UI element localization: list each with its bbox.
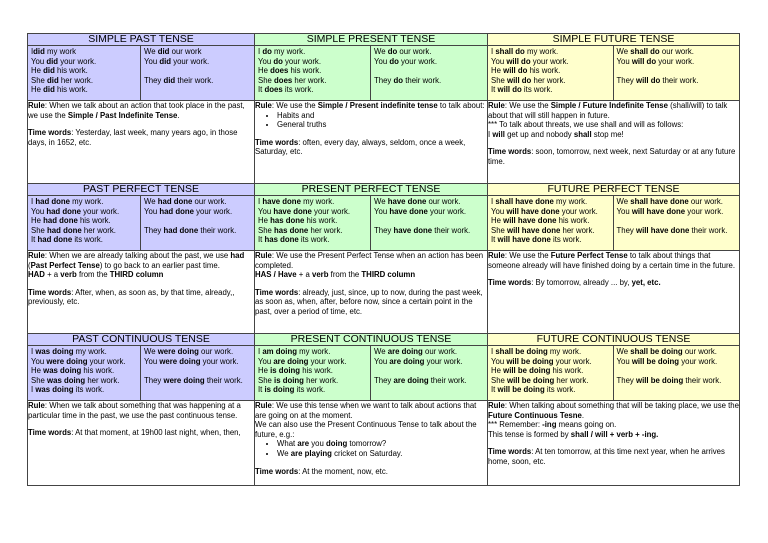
rule-text: Rule: We use the Simple / Future Indefinite Tense (shall/will) to talk about that will still happen in future. xyxy=(488,101,728,120)
time-words: Time words: already, just, since, up to now, during the past week, as soon as, when, after, before now, since a certain point in the past, over a period of time, etc. xyxy=(255,287,483,316)
conjugation-line: You were doing your work. xyxy=(31,356,126,366)
conjugation-line: She did her work. xyxy=(31,75,93,85)
rule-note: We can also use the Present Continuous Tense to talk about the future, e.g.: xyxy=(255,420,477,439)
conjugation-line xyxy=(374,366,484,376)
time-words: Time words: At ten tomorrow, at this time next year, when he arrives home, soon, etc. xyxy=(488,447,725,466)
rule-cell xyxy=(488,401,740,486)
tense-header: FUTURE CONTINUOUS TENSE xyxy=(488,334,740,346)
conjugation-line: We shall be doing our work. xyxy=(616,347,717,356)
conjugation-line: You did your work. xyxy=(144,56,210,66)
conjugation-cell xyxy=(488,196,740,251)
tense-header: SIMPLE FUTURE TENSE xyxy=(488,34,740,46)
conjugation-line: I was doing my work. xyxy=(31,347,107,356)
tense-header: PAST PERFECT TENSE xyxy=(28,184,255,196)
rule-cell xyxy=(255,251,488,334)
singular-forms xyxy=(488,46,614,100)
conjugation-line: Idid my work xyxy=(31,47,77,56)
plural-forms xyxy=(141,346,254,400)
conjugation-cell xyxy=(28,196,255,251)
rule-text: Rule: We use the Future Perfect Tense to talk about things that someone already will have finished doing by a certain time in the future. xyxy=(488,251,736,270)
rule-cell xyxy=(255,101,488,184)
conjugation-line: You do your work. xyxy=(258,56,321,66)
conjugation-columns xyxy=(28,196,254,250)
conjugation-line: You had done your work. xyxy=(144,206,233,216)
conjugation-line xyxy=(617,366,737,376)
conjugation-line: You will have done your work. xyxy=(616,206,724,216)
conjugation-line: He will do his work. xyxy=(491,66,561,76)
conjugation-line: It does its work. xyxy=(258,85,314,95)
conjugation-columns xyxy=(488,46,739,100)
conjugation-line: You had done your work. xyxy=(31,206,120,216)
conjugation-line: I shall have done my work. xyxy=(491,197,588,206)
time-words: Time words: soon, tomorrow, next week, next Saturday or at any future time. xyxy=(488,147,736,166)
conjugation-line: He has done his work. xyxy=(258,216,338,226)
rule-note: HAD + a verb from the THIRD column xyxy=(28,270,164,280)
conjugation-cell xyxy=(28,46,255,101)
rule-text: Rule: We use the Simple / Present indefinite tense to talk about: xyxy=(255,101,485,110)
conjugation-row xyxy=(28,46,740,101)
plural-forms xyxy=(371,46,487,100)
conjugation-line: We do our work. xyxy=(374,47,432,56)
conjugation-line: She will have done her work. xyxy=(491,225,595,235)
conjugation-line: You will be doing your work. xyxy=(616,356,718,366)
conjugation-line: I am doing my work. xyxy=(258,347,331,356)
conjugation-cell xyxy=(255,46,488,101)
conjugation-line: They did their work. xyxy=(144,75,214,85)
conjugation-line xyxy=(617,216,737,226)
singular-forms xyxy=(255,46,371,100)
conjugation-cell xyxy=(488,46,740,101)
plural-forms xyxy=(141,46,254,100)
rule-cell xyxy=(255,401,488,486)
conjugation-line: You will do your work. xyxy=(616,56,695,66)
rule-cell xyxy=(28,401,255,486)
conjugation-line: You did your work. xyxy=(31,56,97,66)
conjugation-line: We shall have done our work. xyxy=(616,197,723,206)
conjugation-line: It has done its work. xyxy=(258,235,330,245)
conjugation-line: It had done its work. xyxy=(31,235,103,245)
conjugation-line: She is doing her work. xyxy=(258,375,339,385)
conjugation-line: They are doing their work. xyxy=(374,375,467,385)
conjugation-line: She has done her work. xyxy=(258,225,343,235)
time-words: Time words: Yesterday, last week, many years ago, in those days, in 1652, etc. xyxy=(28,128,238,147)
rule-text: Rule: When we talk about something that was happening at a particular time in the past, we use the past continuous tense. xyxy=(28,401,241,420)
conjugation-line: I shall do my work. xyxy=(491,47,559,56)
conjugation-line: You do your work. xyxy=(374,56,437,66)
conjugation-line: We shall do our work. xyxy=(616,47,694,56)
conjugation-line: You are doing your work. xyxy=(374,356,463,366)
rule-note: *** Remember: -ing means going on. xyxy=(488,420,617,430)
rule-row xyxy=(28,401,740,486)
conjugation-line: He is doing his work. xyxy=(258,366,333,376)
conjugation-cell xyxy=(255,346,488,401)
rule-bullet: • We are playing cricket on Saturday. xyxy=(277,449,487,459)
time-words: Time words: At the moment, now, etc. xyxy=(255,466,388,476)
time-words: Time words: By tomorrow, already ... by, yet, etc. xyxy=(488,278,661,288)
conjugation-columns xyxy=(488,196,739,250)
conjugation-line: He had done his work. xyxy=(31,216,111,226)
rule-cell xyxy=(488,101,740,184)
conjugation-line: He did his work. xyxy=(31,66,88,76)
tense-header: SIMPLE PRESENT TENSE xyxy=(255,34,488,46)
conjugation-line xyxy=(617,66,737,76)
rule-bullets xyxy=(255,111,487,130)
conjugation-line: We had done our work. xyxy=(144,197,227,206)
conjugation-line: I have done my work. xyxy=(258,197,335,206)
conjugation-line xyxy=(144,366,251,376)
conjugation-cell xyxy=(488,346,740,401)
conjugation-line: He was doing his work. xyxy=(31,366,115,376)
conjugation-line: I had done my work. xyxy=(31,197,104,206)
conjugation-line: He will be doing his work. xyxy=(491,366,584,376)
tense-header: PRESENT PERFECT TENSE xyxy=(255,184,488,196)
conjugation-cell xyxy=(28,346,255,401)
tense-header: PRESENT CONTINUOUS TENSE xyxy=(255,334,488,346)
rule-text: Rule: When we are already talking about the past, we use had (Past Perfect Tense) to go back to an earlier past time. xyxy=(28,251,245,270)
tense-chart-table xyxy=(27,33,740,486)
conjugation-line: She does her work. xyxy=(258,75,327,85)
header-row xyxy=(28,34,740,46)
conjugation-line: They will have done their work. xyxy=(616,225,728,235)
conjugation-line: She will do her work. xyxy=(491,75,566,85)
singular-forms xyxy=(28,346,141,400)
tense-header: FUTURE PERFECT TENSE xyxy=(488,184,740,196)
rule-text: Rule: When talking about something that will be taking place, we use the Future Continuous Tesne. xyxy=(488,401,739,420)
time-words: Time words: At that moment, at 19h00 last night, when, then, xyxy=(28,428,241,438)
conjugation-columns xyxy=(255,196,487,250)
conjugation-line: I shall be doing my work. xyxy=(491,347,582,356)
singular-forms xyxy=(255,196,371,250)
tense-header: PAST CONTINUOUS TENSE xyxy=(28,334,255,346)
singular-forms xyxy=(488,346,614,400)
plural-forms xyxy=(614,46,740,100)
rule-cell xyxy=(28,251,255,334)
conjugation-line: He will have done his work. xyxy=(491,216,590,226)
plural-forms xyxy=(614,196,740,250)
conjugation-line: She will be doing her work. xyxy=(491,375,589,385)
conjugation-line: They had done their work. xyxy=(144,225,237,235)
conjugation-columns xyxy=(255,46,487,100)
conjugation-line: She was doing her work. xyxy=(31,375,120,385)
time-words: Time words: After, when, as soon as, by that time, already,, previously, etc. xyxy=(28,287,235,307)
plural-forms xyxy=(371,196,487,250)
header-row xyxy=(28,184,740,196)
rule-bullet: • Habits and xyxy=(277,111,487,121)
rule-note: HAS / Have + a verb from the THIRD column xyxy=(255,270,416,280)
conjugation-columns xyxy=(488,346,739,400)
conjugation-columns xyxy=(28,346,254,400)
conjugation-line: It will do its work. xyxy=(491,85,553,95)
rule-bullet: • What are you doing tomorrow? xyxy=(277,439,487,449)
rule-note: I will get up and nobody shall stop me! xyxy=(488,129,624,139)
tense-header: SIMPLE PAST TENSE xyxy=(28,34,255,46)
conjugation-line: You were doing your work. xyxy=(144,356,239,366)
conjugation-line: We were doing our work. xyxy=(144,347,234,356)
conjugation-line xyxy=(144,66,251,76)
rule-cell xyxy=(488,251,740,334)
conjugation-line: They have done their work. xyxy=(374,225,471,235)
conjugation-line: He does his work. xyxy=(258,66,322,76)
conjugation-line: You have done your work. xyxy=(258,206,351,216)
conjugation-cell xyxy=(255,196,488,251)
rule-note: This tense is formed by shall / will + verb + -ing. xyxy=(488,429,659,439)
conjugation-line: We are doing our work. xyxy=(374,347,458,356)
conjugation-line: It is doing its work. xyxy=(258,385,326,395)
conjugation-line: I do my work. xyxy=(258,47,306,56)
conjugation-line: You are doing your work. xyxy=(258,356,347,366)
conjugation-row xyxy=(28,346,740,401)
conjugation-line: We did our work xyxy=(144,47,202,56)
rule-text: Rule: We use this tense when we want to talk about actions that are going on at the moment. xyxy=(255,401,477,420)
conjugation-line: You will be doing your work. xyxy=(491,356,592,366)
conjugation-line: They were doing their work. xyxy=(144,375,243,385)
singular-forms xyxy=(255,346,371,400)
conjugation-line: It will have done its work. xyxy=(491,235,582,245)
conjugation-line xyxy=(374,216,484,226)
rule-bullets xyxy=(255,439,487,458)
conjugation-line: You will do your work. xyxy=(491,56,569,66)
conjugation-row xyxy=(28,196,740,251)
conjugation-line: He did his work. xyxy=(31,85,88,95)
conjugation-columns xyxy=(28,46,254,100)
conjugation-line xyxy=(144,216,251,226)
plural-forms xyxy=(141,196,254,250)
rule-cell xyxy=(28,101,255,184)
conjugation-columns xyxy=(255,346,487,400)
rule-text: Rule: We use the Present Perfect Tense when an action has been completed. xyxy=(255,251,484,270)
plural-forms xyxy=(614,346,740,400)
singular-forms xyxy=(488,196,614,250)
conjugation-line: I was doing its work. xyxy=(31,385,105,395)
header-row xyxy=(28,334,740,346)
rule-text: Rule: When we talk about an action that took place in the past, we use the Simple / Past Indefinite Tense. xyxy=(28,101,245,120)
rule-note: *** To talk about threats, we use shall and will as follows: xyxy=(488,120,684,130)
conjugation-line: You will have done your work. xyxy=(491,206,598,216)
conjugation-line: She had done her work. xyxy=(31,225,116,235)
plural-forms xyxy=(371,346,487,400)
conjugation-line: It will be doing its work. xyxy=(491,385,576,395)
singular-forms xyxy=(28,196,141,250)
conjugation-line: You have done your work. xyxy=(374,206,467,216)
singular-forms xyxy=(28,46,141,100)
rule-row xyxy=(28,251,740,334)
conjugation-line: They will be doing their work. xyxy=(616,375,722,385)
conjugation-line xyxy=(374,66,484,76)
conjugation-line: We have done our work. xyxy=(374,197,461,206)
rule-bullet: • General truths xyxy=(277,120,487,130)
rule-row xyxy=(28,101,740,184)
conjugation-line: They do their work. xyxy=(374,75,442,85)
time-words: Time words: often, every day, always, seldom, once a week, Saturday, etc. xyxy=(255,137,466,157)
conjugation-line: They will do their work. xyxy=(616,75,699,85)
